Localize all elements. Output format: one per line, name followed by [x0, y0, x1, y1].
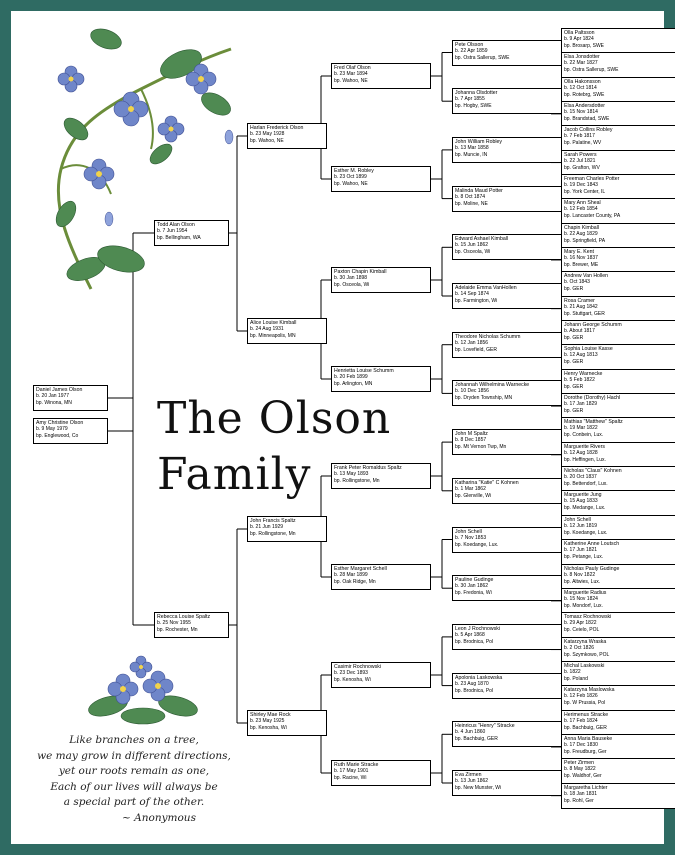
person-box-gen5 [561, 710, 675, 736]
person-place: bp. Medange, Lux. [564, 504, 606, 511]
person-name: Olla Paltsson [564, 30, 595, 36]
person-birth: b. 9 May 1979 [36, 426, 68, 433]
person-place: bp. Muncie, IN [455, 151, 488, 158]
person-birth: b. 8 Oct 1874 [455, 194, 486, 201]
person-name: Chapin Kimball [564, 225, 599, 231]
person-box-gen5 [561, 52, 675, 78]
person-box-gen5 [561, 320, 675, 346]
person-place: bp. Farmington, Wi [455, 297, 498, 304]
person-name: Esther M. Robley [334, 168, 374, 174]
person-birth: b. 13 Mar 1858 [455, 145, 489, 152]
person-birth: b. 12 Aug 1813 [564, 352, 598, 359]
person-name: Frank Peter Romaldus Spaltz [334, 465, 402, 471]
person-birth: b. 15 Aug 1833 [564, 498, 598, 505]
person-name: Edward Ashael Kimball [455, 236, 509, 242]
person-birth: b. 15 Nov 1814 [564, 109, 598, 116]
person-place: bp. GER [564, 407, 584, 414]
person-box-gen5 [561, 685, 675, 711]
person-birth: b. 15 Jun 1862 [455, 242, 489, 249]
person-birth: b. 2 Oct 1826 [564, 645, 595, 652]
person-box-gen4 [452, 88, 562, 114]
person-box-gen5 [561, 442, 675, 468]
person-place: bp. Koedange, Lux. [455, 541, 499, 548]
person-name: John Francis Spaltz [250, 518, 296, 524]
person-place: bp. Racine, Wi [334, 774, 367, 781]
person-birth: b. 20 Jan 1977 [36, 393, 70, 400]
person-box-gen4 [452, 40, 562, 66]
person-box-gen4 [452, 186, 562, 212]
person-place: bp. Englewood, Co [36, 432, 79, 439]
person-place: bp. Wahoo, NE [334, 77, 368, 84]
person-box-gen3 [331, 564, 431, 590]
person-birth: b. 23 Dec 1893 [334, 670, 368, 677]
person-name: John Schell [455, 529, 482, 535]
person-name: Marguerite Jung [564, 492, 602, 498]
family-tree-page [11, 11, 664, 844]
person-box-gen2 [247, 516, 327, 542]
person-box-gen4 [452, 478, 562, 504]
person-birth: b. 1822 [564, 669, 581, 676]
person-place: bp. Brosarp, SWE [564, 42, 605, 49]
person-birth: b. 13 May 1893 [334, 471, 369, 478]
person-box-gen3 [331, 366, 431, 392]
person-place: bp. Kenosha, Wi [334, 676, 371, 683]
person-name: Pete Olsson [455, 42, 484, 48]
person-name: Harlan Frederick Olson [250, 125, 304, 131]
person-place: bp. Osceola, Wi [334, 281, 370, 288]
quote-line: we may grow in different directions, [37, 749, 231, 762]
person-name: Malinda Maud Potter [455, 188, 503, 194]
person-box-gen3 [331, 662, 431, 688]
person-place: bp. New Munster, Wi [455, 784, 502, 791]
person-box-gen5 [561, 661, 675, 687]
person-name: Marguerite Rivers [564, 444, 605, 450]
person-place: bp. Brewer, ME [564, 261, 599, 268]
person-birth: b. 23 Mar 1894 [334, 71, 368, 78]
person-box-gen4 [452, 137, 562, 163]
person-name: Nicholas Pauly Gudinge [564, 566, 620, 572]
person-box-gen3 [331, 267, 431, 293]
person-name: Henry Warnecke [564, 371, 603, 377]
person-box-gen4 [452, 624, 562, 650]
person-birth: b. 12 Aug 1828 [564, 450, 598, 457]
person-box-gen5 [561, 198, 675, 224]
quote-line: yet our roots remain as one, [58, 765, 210, 777]
person-name: John M Spaltz [455, 431, 488, 437]
person-place: bp. Rochester, Mn [157, 626, 198, 633]
person-name: Tomasz Rochnowski [564, 614, 612, 620]
person-box-gen5 [561, 271, 675, 297]
person-birth: b. 8 Nov 1822 [564, 572, 596, 579]
person-place: bp. Osceola, Wi [455, 248, 491, 255]
person-box-gen5 [561, 564, 675, 590]
person-name: Esther Margaret Schell [334, 566, 387, 572]
person-place: bp. Winona, MN [36, 399, 72, 406]
person-place: bp. Oak Ridge, Mn [334, 578, 376, 585]
person-place: bp. Wahoo, NE [250, 137, 284, 144]
person-place: bp. Bachbuig, GER [455, 735, 498, 742]
person-name: Johannah Wilhelmina Warnecke [455, 382, 530, 388]
person-birth: b. 8 Dec 1857 [455, 437, 487, 444]
family-quote [29, 733, 239, 826]
person-name: Peter Zirmen [564, 760, 594, 766]
person-name: Rosa Cramer [564, 298, 595, 304]
person-place: bp. Bellingham, WA [157, 234, 201, 241]
person-place: bp. Palatine, WV [564, 139, 602, 146]
person-place: bp. Grafton, WV [564, 164, 600, 171]
person-box-gen5 [561, 417, 675, 443]
person-place: bp. Rollingstone, Mn [250, 530, 296, 537]
person-birth: b. 7 Nov 1853 [455, 535, 487, 542]
person-box-gen5 [561, 758, 675, 784]
person-box-gen5 [561, 296, 675, 322]
person-name: Katarzyna Maslowska [564, 687, 615, 693]
person-box-gen4 [452, 429, 562, 455]
person-birth: b. 9 Apr 1824 [564, 36, 594, 43]
person-birth: b. 5 Apr 1868 [455, 632, 485, 639]
person-name: Mary Ann Sheal [564, 200, 601, 206]
person-place: bp. Ostra Sallerup, SWE [455, 54, 510, 61]
person-name: Todd Alan Olson [157, 222, 195, 228]
person-place: bp. GER [564, 285, 584, 292]
person-box-gen5 [561, 125, 675, 151]
quote-line: a special part of the other. [63, 796, 205, 808]
family-title-line-2: Family [157, 449, 312, 500]
person-place: bp. Heffingen, Lux. [564, 456, 606, 463]
person-place: bp. Dryden Township, MN [455, 394, 513, 401]
person-box-gen2 [247, 318, 327, 344]
person-place: bp. Wahoo, NE [334, 180, 368, 187]
person-place: bp. Mondorf, Lux. [564, 602, 603, 609]
person-birth: b. 21 Jun 1929 [250, 524, 284, 531]
person-place: bp. Brodnica, Pol [455, 638, 494, 645]
person-place: bp. Mt Vernon Twp, Mn [455, 443, 507, 450]
person-place: bp. Glenville, Wi [455, 492, 492, 499]
person-birth: b. Oct 1843 [564, 279, 590, 286]
person-box-gen4 [452, 575, 562, 601]
person-box-gen3 [331, 166, 431, 192]
person-birth: b. 24 Aug 1931 [250, 326, 284, 333]
person-birth: b. 7 Apr 1855 [455, 96, 485, 103]
person-birth: b. 19 Mar 1822 [564, 425, 598, 432]
person-box-gen5 [561, 393, 675, 419]
person-birth: b. 17 Jan 1829 [564, 401, 598, 408]
person-birth: b. 10 Dec 1856 [455, 388, 489, 395]
person-box-gen5 [561, 637, 675, 663]
person-birth: b. 12 Jun 1819 [564, 523, 598, 530]
person-birth: b. 12 Feb 1854 [564, 206, 598, 213]
person-name: Katharina "Katie" C Kohnen [455, 480, 519, 486]
person-place: bp. Petange, Lux. [564, 553, 604, 560]
person-birth: b. 18 Jan 1831 [564, 791, 598, 798]
family-title-line-1: The Olson [157, 393, 392, 444]
person-place: bp. Rollingstone, Mn [334, 477, 380, 484]
person-box-gen5 [561, 515, 675, 541]
person-birth: b. 8 May 1822 [564, 766, 596, 773]
person-place: bp. Rotebrg, SWE [564, 91, 605, 98]
person-birth: b. 15 Nov 1824 [564, 596, 598, 603]
person-name: Pauline Gudinge [455, 577, 494, 583]
person-name: Sophia Louise Kasse [564, 346, 613, 352]
person-birth: b. 23 May 1925 [250, 718, 285, 725]
quote-author: ~ Anonymous [122, 811, 196, 824]
person-birth: b. 7 Jun 1954 [157, 228, 188, 235]
person-box-gen4 [452, 332, 562, 358]
person-place: bp. Moline, NE [455, 200, 488, 207]
person-birth: b. 23 Oct 1899 [334, 174, 367, 181]
person-place: bp. Ceielo, POL [564, 626, 600, 633]
person-birth: b. 22 Jul 1821 [564, 158, 596, 165]
person-name: Henrietta Louise Schumm [334, 368, 394, 374]
person-box-gen5 [561, 28, 675, 54]
person-birth: b. 17 Jun 1821 [564, 547, 598, 554]
person-birth: b. 30 Jan 1862 [455, 583, 489, 590]
person-name: Daniel James Olson [36, 387, 83, 393]
person-birth: b. 17 May 1901 [334, 768, 369, 775]
person-place: bp. Bettendorf, Lux. [564, 480, 608, 487]
person-name: Michal Laskowski [564, 663, 605, 669]
person-place: bp. Poland [564, 675, 588, 682]
person-birth: b. 12 Feb 1826 [564, 693, 598, 700]
person-name: Elsa Andersdotter [564, 103, 605, 109]
person-box-gen4 [452, 721, 562, 747]
person-box-gen5 [561, 223, 675, 249]
person-name: Johanna Olsdotter [455, 90, 498, 96]
person-box-gen4 [452, 234, 562, 260]
person-box-gen2 [247, 710, 327, 736]
person-birth: b. 12 Jan 1856 [455, 340, 489, 347]
person-name: Nicholas "Claus" Kohnen [564, 468, 622, 474]
person-name: Sarah Powers [564, 152, 597, 158]
person-name: Katherine Anne Loutsch [564, 541, 620, 547]
person-birth: b. 22 Aug 1829 [564, 231, 598, 238]
person-place: bp. Szymkowo, POL [564, 651, 610, 658]
person-birth: b. 23 May 1928 [250, 131, 285, 138]
person-box-gen4 [452, 380, 562, 406]
person-box-gen5 [561, 247, 675, 273]
person-birth: b. 22 Apr 1859 [455, 48, 488, 55]
person-birth: b. 19 Dec 1843 [564, 182, 598, 189]
person-place: bp. Lancaster County, PA [564, 212, 621, 219]
person-box-gen5 [561, 612, 675, 638]
person-name: John Schell [564, 517, 591, 523]
person-birth: b. 30 Jan 1898 [334, 275, 368, 282]
person-place: bp. Kenosha, Wi [250, 724, 287, 731]
person-place: bp. Minneapolis, MN [250, 332, 296, 339]
person-birth: b. 5 Feb 1822 [564, 377, 595, 384]
person-name: Eva Zirmen [455, 772, 482, 778]
person-name: Casimir Rochnowski [334, 664, 381, 670]
person-birth: b. 17 Dec 1830 [564, 742, 598, 749]
person-name: Olla Hakonsson [564, 79, 601, 85]
person-box-gen3 [331, 760, 431, 786]
person-place: bp. GER [564, 383, 584, 390]
person-name: Shirley Mae Rock [250, 712, 291, 718]
person-box-gen4 [452, 770, 562, 796]
person-birth: b. 28 Mar 1899 [334, 572, 368, 579]
person-birth: b. 12 Oct 1814 [564, 85, 597, 92]
person-box-gen5 [561, 490, 675, 516]
person-name: Andrew Van Hollen [564, 273, 609, 279]
person-name: Margaretha Lichter [564, 785, 608, 791]
person-place: bp. Bachbuig, GER [564, 724, 607, 731]
person-name: Anna Maria Bauseke [564, 736, 613, 742]
person-name: Jacob Collins Robley [564, 127, 613, 133]
person-birth: b. 21 Aug 1842 [564, 304, 598, 311]
person-box-gen5 [561, 174, 675, 200]
person-birth: b. 20 Oct 1837 [564, 474, 597, 481]
person-place: bp. Stuttgart, GER [564, 310, 605, 317]
person-box-gen5 [561, 539, 675, 565]
person-place: bp. GER [564, 358, 584, 365]
person-name: Heinricus "Henry" Stracke [455, 723, 515, 729]
person-place: bp. GER [564, 334, 584, 341]
person-place: bp. Ostra Sallerup, SWE [564, 66, 619, 73]
person-box-gen5 [561, 734, 675, 760]
person-place: bp. Altwies, Lux. [564, 578, 601, 585]
person-name: John William Robley [455, 139, 502, 145]
person-box-gen5 [561, 77, 675, 103]
person-birth: b. 25 Nov 1955 [157, 620, 191, 627]
person-place: bp. Arlington, MN [334, 380, 373, 387]
person-birth: b. 1 Mar 1862 [455, 486, 486, 493]
person-birth: b. 17 Feb 1824 [564, 718, 598, 725]
person-box-gen5 [561, 588, 675, 614]
person-birth: b. 23 Aug 1870 [455, 681, 489, 688]
person-box-gen3 [331, 463, 431, 489]
person-place: bp. Brandstad, SWE [564, 115, 610, 122]
person-birth: b. 4 Jun 1860 [455, 729, 486, 736]
person-birth: b. 20 Feb 1899 [334, 374, 368, 381]
person-birth: b. About 1817 [564, 328, 595, 335]
person-birth: b. 22 Mar 1827 [564, 60, 598, 67]
person-box-gen4 [452, 283, 562, 309]
flower-cluster-illustration [83, 651, 203, 731]
person-box-gen5 [561, 150, 675, 176]
person-birth: b. 29 Apr 1822 [564, 620, 597, 627]
person-box-gen5 [561, 369, 675, 395]
person-name: Theodore Nicholas Schumm [455, 334, 521, 340]
person-birth: b. 16 Nov 1837 [564, 255, 598, 262]
person-place: bp. W Prussia, Pol [564, 699, 606, 706]
person-box-gen4 [452, 673, 562, 699]
person-place: bp. Conbein, Lux. [564, 431, 604, 438]
person-birth: b. 13 Jun 1862 [455, 778, 489, 785]
quote-line: Each of our lives will always be [50, 780, 218, 793]
person-name: Ruth Marie Stracke [334, 762, 379, 768]
person-place: bp. York Center, IL [564, 188, 606, 195]
person-name: Alice Louise Kimball [250, 320, 297, 326]
person-box-gen3 [331, 63, 431, 89]
person-birth: b. 7 Feb 1817 [564, 133, 595, 140]
person-place: bp. Freudburg, Ger [564, 748, 607, 755]
person-place: bp. Rohl, Ger [564, 797, 594, 804]
person-box-gen5 [561, 101, 675, 127]
person-name: Fred Olaf Olson [334, 65, 371, 71]
person-box-gen1 [154, 612, 229, 638]
person-place: bp. Waldhof, Ger [564, 772, 602, 779]
person-place: bp. Hogby, SWE [455, 102, 492, 109]
person-place: bp. Fredonia, Wi [455, 589, 492, 596]
person-name: Marguerite Radius [564, 590, 607, 596]
person-name: Amy Christine Olson [36, 420, 84, 426]
person-box-gen5 [561, 783, 675, 809]
person-name: Herimenus Stracke [564, 712, 609, 718]
person-name: Apolonia Laskowska [455, 675, 503, 681]
person-name: Mary E. Kent [564, 249, 594, 255]
person-birth: b. 14 Sep 1874 [455, 291, 489, 298]
person-box-gen5 [561, 344, 675, 370]
person-name: Freeman Charles Potter [564, 176, 620, 182]
person-name: Johann George Schumm [564, 322, 622, 328]
person-name: Adelaide Emma VanHollen [455, 285, 517, 291]
flower-vine-illustration [31, 19, 241, 294]
person-box-gen4 [452, 527, 562, 553]
person-name: Dorothe (Dorothy) Hachl [564, 395, 621, 401]
quote-line: Like branches on a tree, [69, 734, 199, 746]
person-name: Mathias "Matthew" Spaltz [564, 419, 623, 425]
person-name: Leon J Rochnowski [455, 626, 500, 632]
person-name: Paxton Chapin Kimball [334, 269, 387, 275]
person-name: Katarzyna Wraska [564, 639, 607, 645]
person-place: bp. Lovefield, GER [455, 346, 497, 353]
person-name: Rebecca Louise Spaltz [157, 614, 211, 620]
person-place: bp. Springfield, PA [564, 237, 606, 244]
person-box-gen5 [561, 466, 675, 492]
person-place: bp. Brodnica, Pol [455, 687, 494, 694]
person-name: Elsa Jonsdotter [564, 54, 600, 60]
person-box-gen2 [247, 123, 327, 149]
person-box-gen0 [33, 385, 108, 411]
person-box-gen0 [33, 418, 108, 444]
person-place: bp. Koedange, Lux. [564, 529, 608, 536]
